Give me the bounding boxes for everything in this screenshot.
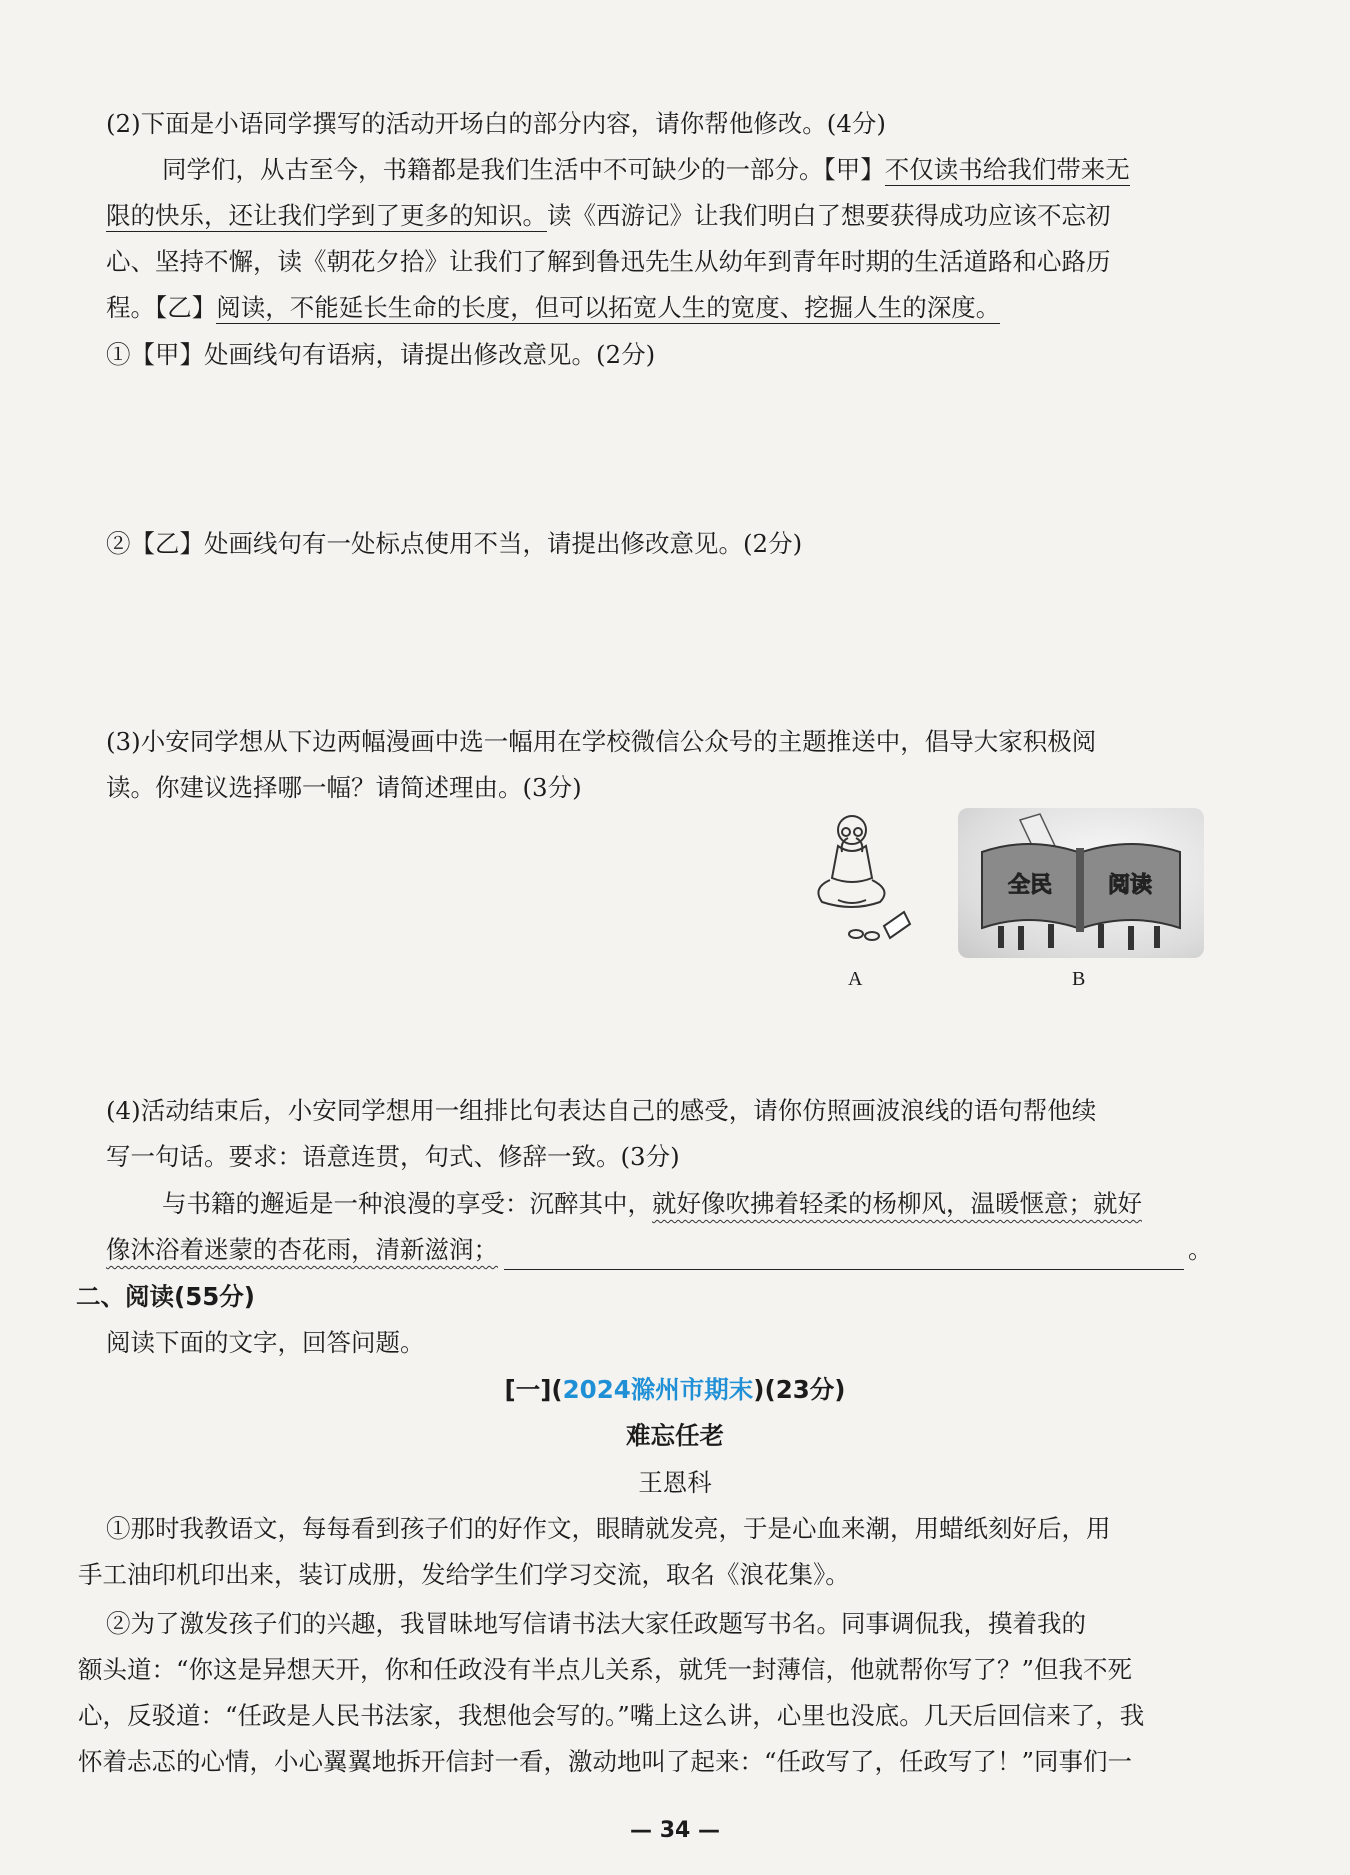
book-cover-text-left: 全民	[1007, 873, 1053, 898]
q2-title: (2)下面是小语同学撰写的活动开场白的部分内容，请你帮他修改。(4分)	[106, 109, 886, 138]
q4-example-text: 与书籍的邂逅是一种浪漫的享受：沉醉其中，	[162, 1189, 652, 1218]
open-book-illustration	[958, 808, 1204, 958]
book-cover-text-right: 阅读	[1107, 873, 1153, 898]
q2-passage-line-2	[106, 196, 1206, 236]
article-author: 王恩科	[638, 1468, 712, 1497]
q2-sub-question-2: ②【乙】处画线句有一处标点使用不当，请提出修改意见。(2分)	[106, 529, 803, 558]
q3-line-1: (3)小安同学想从下边两幅漫画中选一幅用在学校微信公众号的主题推送中，倡导大家积极阅	[106, 727, 1097, 756]
part-score: )(23分)	[753, 1375, 846, 1404]
cartoon-a-label: A	[848, 968, 863, 990]
part-number: [一](	[504, 1375, 563, 1404]
q2-passage-line-4	[106, 288, 1206, 328]
q4-example-line-1	[162, 1184, 1206, 1224]
q4-line-2: 写一句话。要求：语意连贯，句式、修辞一致。(3分)	[106, 1142, 680, 1171]
article-p2-line-4: 怀着忐忑的心情，小心翼翼地拆开信封一看，激动地叫了起来：“任政写了，任政写了！”同事们一	[78, 1747, 1133, 1776]
wavy-underlined-sentence: 就好像吹拂着轻柔的杨柳风，温暖惬意；就好	[652, 1189, 1142, 1218]
cartoon-b-image	[958, 808, 1204, 958]
page-number: — 34 —	[630, 1818, 720, 1843]
q2-passage-line-3: 心、坚持不懈，读《朝花夕拾》让我们了解到鲁迅先生从幼年到青年时期的生活道路和心路历	[106, 247, 1111, 276]
answer-blank[interactable]	[504, 1243, 1184, 1270]
q4-line-1: (4)活动结束后，小安同学想用一组排比句表达自己的感受，请你仿照画波浪线的语句帮他续	[106, 1096, 1097, 1125]
article-title: 难忘任老	[626, 1421, 724, 1450]
article-p2-line-2: 额头道：“你这是异想天开，你和任政没有半点儿关系，就凭一封薄信，他就帮你写了？”但我不死	[78, 1655, 1133, 1684]
q2-passage-text: 程。【乙】	[106, 293, 217, 322]
q4-example-line-2	[106, 1230, 1213, 1270]
wavy-underlined-sentence-cont: 像沐浴着迷蒙的杏花雨，清新滋润；	[106, 1235, 498, 1264]
q2-passage-text: 同学们，从古至今，书籍都是我们生活中不可缺少的一部分。【甲】	[162, 155, 885, 184]
jia-underlined-sentence-cont: 限的快乐，还让我们学到了更多的知识。	[106, 201, 547, 230]
cartoon-a-image	[800, 808, 920, 958]
q2-passage-line-1	[162, 150, 1206, 190]
part-source: 2024滁州市期末	[562, 1375, 754, 1404]
article-p2-line-1: ②为了激发孩子们的兴趣，我冒昧地写信请书法大家任政题写书名。同事调侃我，摸着我的	[106, 1609, 1086, 1638]
q2-passage-text: 读《西游记》让我们明白了想要获得成功应该不忘初	[547, 201, 1111, 230]
cartoon-b-label: B	[1072, 968, 1086, 990]
article-p2-line-3: 心，反驳道：“任政是人民书法家，我想他会写的。”嘴上这么讲，心里也没底。几天后回信来了，我	[78, 1701, 1145, 1730]
q4-example-end: 。	[1188, 1235, 1213, 1264]
section-2-title: 二、阅读(55分)	[76, 1282, 255, 1311]
article-p1-line-2: 手工油印机印出来，装订成册，发给学生们学习交流，取名《浪花集》。	[78, 1560, 850, 1589]
article-p1-line-1: ①那时我教语文，每每看到孩子们的好作文，眼睛就发亮，于是心血来潮，用蜡纸刻好后，用	[106, 1514, 1111, 1543]
jia-underlined-sentence: 不仅读书给我们带来无	[884, 155, 1130, 184]
reading-part-heading	[0, 1370, 1350, 1410]
q3-line-2: 读。你建议选择哪一幅？请简述理由。(3分)	[106, 773, 582, 802]
q2-sub-question-1: ①【甲】处画线句有语病，请提出修改意见。(2分)	[106, 340, 656, 369]
yi-underlined-sentence: 阅读，不能延长生命的长度，但可以拓宽人生的宽度、挖掘人生的深度。	[216, 293, 1001, 322]
section-2-instruction: 阅读下面的文字，回答问题。	[106, 1328, 425, 1357]
